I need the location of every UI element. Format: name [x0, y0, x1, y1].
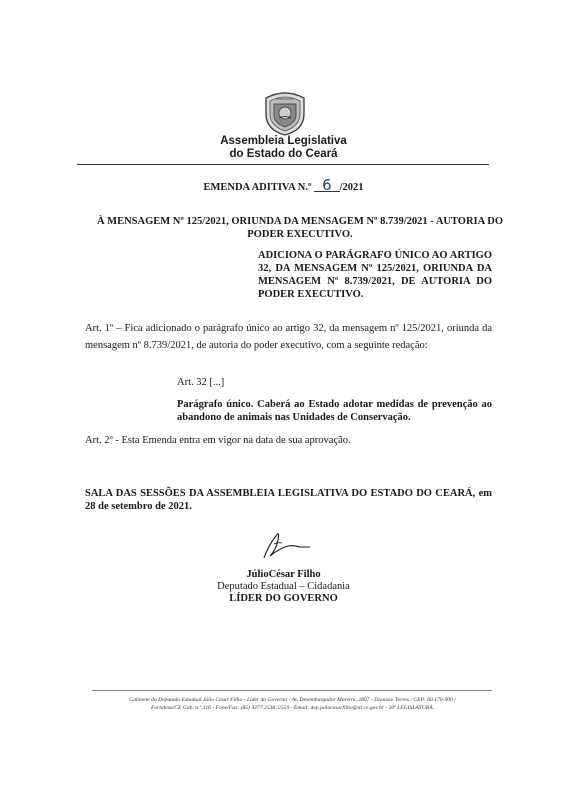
article-2: Art. 2º - Esta Emenda entra em vigor na data de sua aprovação. — [85, 435, 351, 446]
emenda-suffix: /2021 — [339, 182, 364, 193]
ementa: ADICIONA O PARÁGRAFO ÚNICO AO ARTIGO 32, DA MENSAGEM Nº 125/2021, ORIUNDA DA MENSAGEM Nº 8.739/2021, DE AUTORIA DO PODER EXECUTIVO. — [258, 250, 492, 300]
document-heading: À MENSAGEM Nº 125/2021, ORIUNDA DA MENSAGEM Nº 8.739/2021 - AUTORIA DO PODER EXECUTIVO. — [96, 216, 504, 240]
emenda-title — [0, 176, 567, 194]
footer-line-2: Fortaleza/CE Gab. n.º 316 - Fone/Fax: (85) 3277.2538 /2559 - Email: dep.juliocesarfilho@al.ce.gov.br - 30ª LEGISLATURA. — [150, 705, 435, 711]
state-coat-of-arms-icon — [262, 88, 308, 136]
institution-name: Assembleia Legislativa — [220, 135, 347, 147]
article-1: Art. 1º – Fica adicionado o parágrafo único ao artigo 32, da mensagem nº 125/2021, oriunda da mensagem nº 8.739/2021, de autoria do poder executivo, com a seguinte redação: — [85, 323, 492, 351]
footer-line-1: Gabinete do Deputado Estadual Júlio César Filho - Líder do Governo - Av. Desembargador Moreira, 2807 - Dionísio Torres / CEP: 60.170-900 / — [129, 697, 456, 703]
emenda-prefix: EMENDA ADITIVA N.º — [203, 182, 312, 193]
article-32-ref: Art. 32 [...] — [177, 377, 225, 388]
session-statement: SALA DAS SESSÕES DA ASSEMBLEIA LEGISLATIVA DO ESTADO DO CEARÁ, em 28 de setembro de 2021. — [85, 488, 492, 512]
header-divider — [77, 164, 489, 165]
paragrafo-unico: Parágrafo único. Caberá ao Estado adotar medidas de prevenção ao abandono de animais nas Unidades de Conservação. — [177, 399, 492, 423]
signer-title: LÍDER DO GOVERNO — [229, 593, 338, 604]
footer-divider — [92, 690, 492, 691]
emenda-number: 6 — [314, 179, 340, 192]
footer — [95, 696, 490, 712]
signer-role: Deputado Estadual – Cidadania — [217, 581, 350, 592]
institution-state: do Estado do Ceará — [229, 148, 338, 160]
handwritten-signature — [258, 526, 318, 566]
signer-name: JúlioCésar Filho — [246, 569, 321, 580]
